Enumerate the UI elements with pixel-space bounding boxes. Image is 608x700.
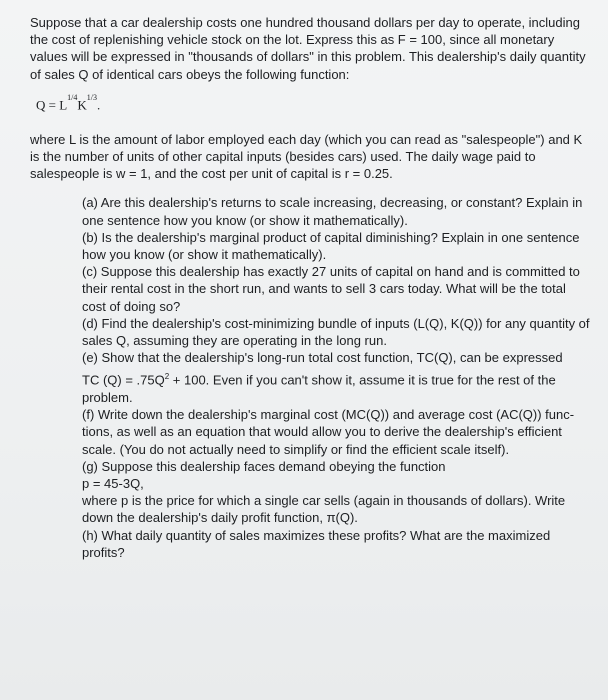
production-function — [36, 92, 590, 119]
part-g: (g) Suppose this dealership faces demand obeying the function — [82, 458, 446, 474]
question-parts — [82, 194, 590, 561]
tc-equation-exp: 2 — [164, 372, 170, 382]
formula-exp-l: 1/4 — [67, 92, 78, 102]
part-d: (d) Find the dealership's cost-minimizing bundle of inputs (L(Q), K(Q)) for any quantity of sales Q, assuming they are operating in the long run. — [82, 315, 590, 349]
tc-equation-pre: TC (Q) = .75Q — [82, 372, 165, 388]
formula-k: K — [77, 97, 87, 113]
part-c: (c) Suppose this dealership has exactly 27 units of capital on hand and is committed to their rental cost in the short run, and wants to sell 3 cars today. What will be the total cost of doing so? — [82, 264, 580, 314]
part-e-equation — [82, 368, 590, 406]
part-b: (b) Is the dealership's marginal product of capital diminishing? Explain in one sentence how you know (or show it mathematically). — [82, 229, 580, 263]
intro-paragraph: Suppose that a car dealership costs one hundred thousand dollars per day to operate, including the cost of replenishing vehicle stock on the lot. Express this as F = 100, since all monetary values will be expressed in "thousands of dollars" in this problem. This dealership's daily quantity of sales Q of identical cars obeys the following function: — [30, 15, 586, 82]
formula-exp-k: 1/3 — [86, 92, 98, 102]
tc-equation-post: + 100. Even if you can't show it, assume it is true for the rest of the problem. — [82, 372, 556, 405]
part-h: (h) What daily quantity of sales maximizes these profits? What are the maximized profits? — [82, 527, 551, 560]
formula-end: . — [97, 97, 101, 113]
part-f: (f) Write down the dealership's marginal cost (MC(Q)) and average cost (AC(Q)) func- tions, as well as an equation that would allow you to derive the dealership's efficient scale. (You do not actually need to simplify or find the efficient scale itself). — [82, 407, 575, 457]
part-a: (a) Are this dealership's returns to scale increasing, decreasing, or constant? Explain in one sentence how you know (or show it mathematically). — [82, 195, 583, 228]
part-e: (e) Show that the dealership's long-run total cost function, TC(Q), can be expressed — [82, 350, 563, 366]
definitions-paragraph: where L is the amount of labor employed each day (which you can read as "salespeople") and K is the number of units of other capital inputs (besides cars) used. The daily wage paid to salespeople is w = 1, and the cost per unit of capital is r = 0.25. — [30, 131, 583, 182]
part-g-continued: where p is the price for which a single car sells (again in thousands of dollars). Write down the dealership's daily profit function, π(Q). — [82, 493, 566, 526]
demand-equation: p = 45-3Q, — [82, 476, 144, 491]
formula-lhs: Q = L — [36, 97, 68, 113]
